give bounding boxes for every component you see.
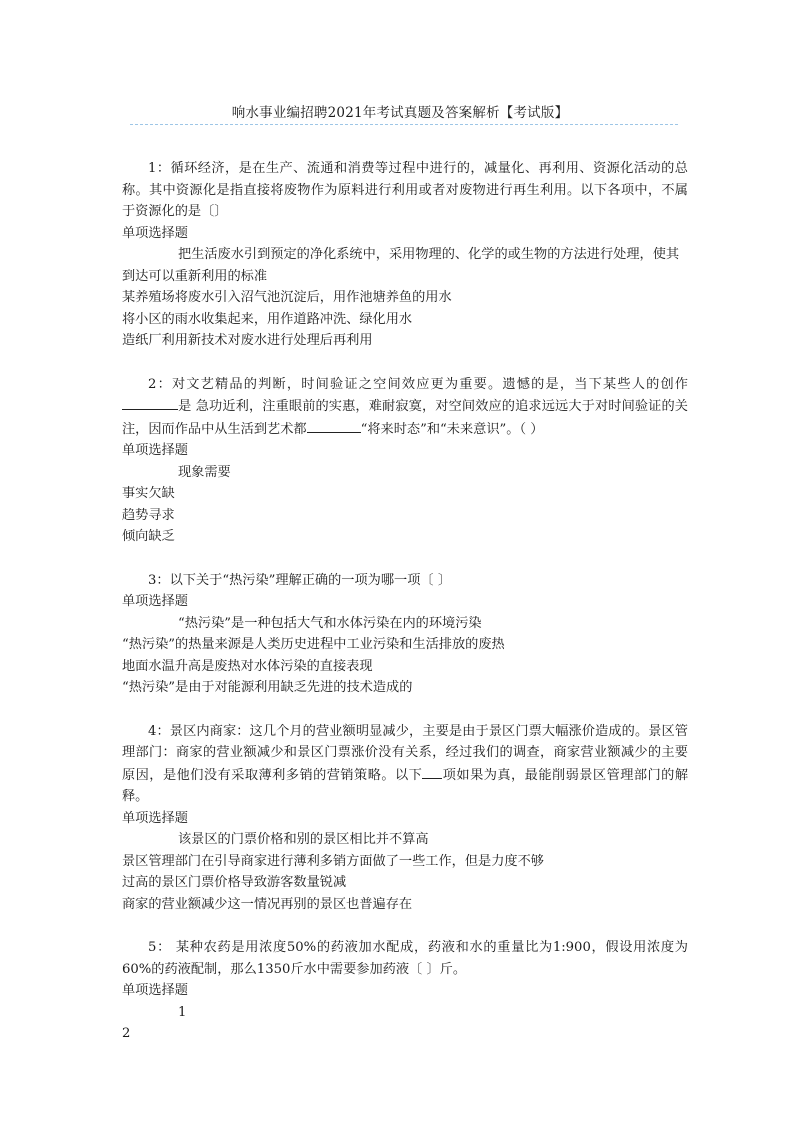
option: 倾向缺乏 [122,529,175,544]
question-type: 单项选择题 [122,443,188,458]
option: 将小区的雨水收集起来，用作道路冲洗、绿化用水 [122,311,413,327]
stem-text: “将来时态”和“未来意识”。（ ） [360,421,544,437]
question-4 [122,721,688,916]
option: 造纸厂利用新技术对废水进行处理后再利用 [122,333,373,348]
question-type: 单项选择题 [122,594,188,609]
question-stem [122,721,688,808]
question-type: 单项选择题 [122,810,188,826]
option: 地面水温升高是废热对水体污染的直接表现 [122,658,373,674]
option: 趋势寻求 [122,507,175,523]
question-5 [122,937,688,1045]
option: 某养殖场将废水引入沼气池沉淀后，用作池塘养鱼的用水 [122,290,452,305]
question-stem: 5： 某种农药是用浓度50%的药液加水配成，药液和水的重量比为1:900，假设用浓度为60%的药液配制，那么1350斤水中需要参加药液〔 〕斤。 [122,940,688,977]
option: 该景区的门票价格和别的景区相比并不算高 [178,832,429,847]
stem-text: 是 急功近利，注重眼前的实惠，难耐寂寞，对空间效应的追求远远大于对时间验证的关注，因而作品中从生活到艺术都 [122,399,688,437]
fill-blank [122,395,178,410]
stem-text: 项如果为真，最能削弱景区管理部门的解释。 [122,767,689,804]
option: 2 [122,1026,131,1041]
question-3 [122,570,688,699]
question-type: 单项选择题 [122,225,188,241]
question-list [122,158,688,1067]
title-divider [130,124,678,125]
option: “热污染”是一种包括大气和水体污染在内的环境污染 [178,615,482,631]
question-2 [122,374,688,548]
option: 事实欠缺 [122,486,175,501]
question-stem: 1：循环经济，是在生产、流通和消费等过程中进行的，减量化、再利用、资源化活动的总称。其中资源化是指直接将废物作为原料进行利用或者对废物进行再生利用。以下各项中，不属于资源化的是〔〕 [122,161,688,219]
fill-blank [307,418,361,433]
option: 过高的景区门票价格导致游客数量锐减 [122,875,347,890]
stem-text: 4：景区内商家：这几个月的营业额明显减少，主要是由于景区门票大幅涨价造成的。景区管理部门：商家的营业额减少和景区门票涨价没有关系，经过我们的调查，商家营业额减少的主要原因，是他们没有采取薄利多销的营销策略。以下 [122,723,688,783]
option: 景区管理部门在引导商家进行薄利多销方面做了一些工作，但是力度不够 [122,853,544,869]
option: 1 [178,1004,187,1020]
question-1 [122,158,688,352]
question-type: 单项选择题 [122,983,188,998]
fill-blank [422,764,442,779]
option: “热污染”是由于对能源利用缺乏先进的技术造成的 [122,680,413,695]
page-title: 响水事业编招聘2021年考试真题及答案解析【考试版】 [231,105,569,121]
question-stem: 3：以下关于“热污染”理解正确的一项为哪一项〔 〕 [148,572,452,588]
stem-text: 2：对文艺精品的判断，时间验证之空间效应更为重要。遗憾的是，当下某些人的创作 [148,376,688,392]
option: 现象需要 [178,464,231,480]
option: “热污染”的热量来源是人类历史进程中工业污染和生活排放的废热 [122,637,505,652]
option: 商家的营业额减少这一情况再别的景区也普遍存在 [122,896,413,912]
question-stem [122,374,688,441]
option: 把生活废水引到预定的净化系统中，采用物理的、化学的或生物的方法进行处理，使其到达可以重新利用的标准 [122,247,680,284]
